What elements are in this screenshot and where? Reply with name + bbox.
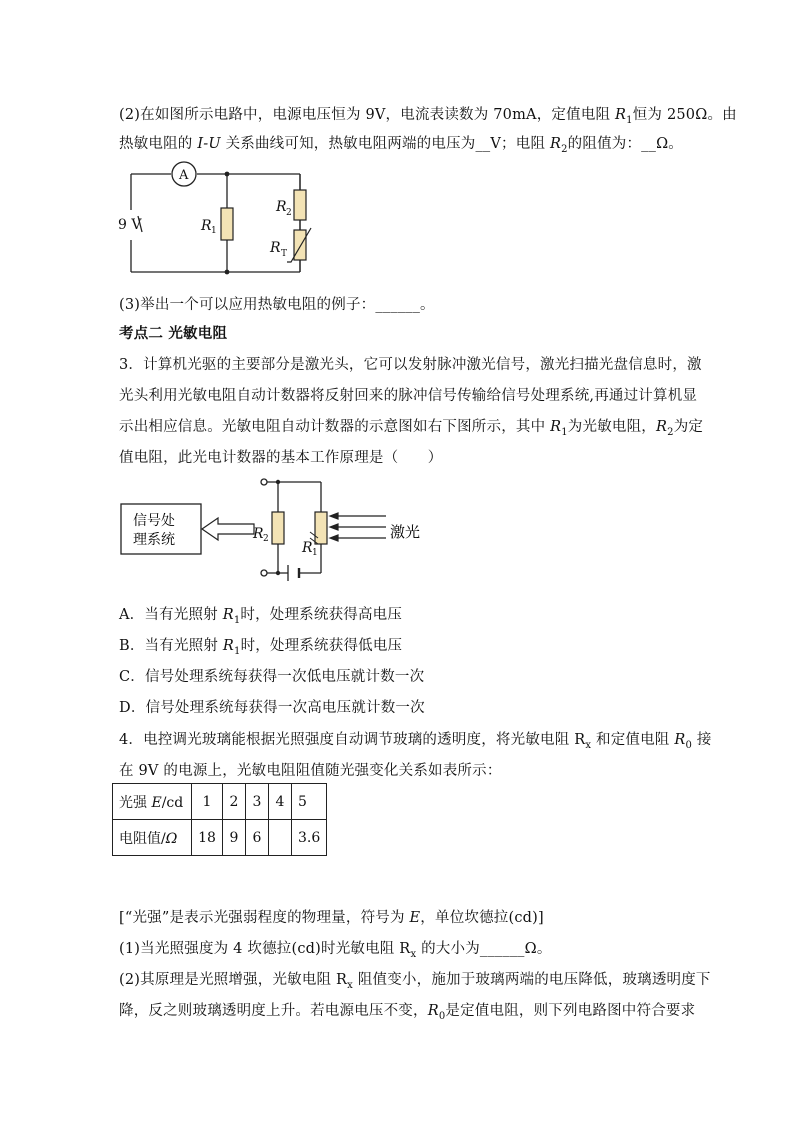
rt-label: R: [270, 240, 281, 256]
table-cell: 3.6: [292, 820, 327, 856]
r2-label: R: [253, 526, 264, 542]
q4-sub2-line1: (2)其原理是光照增强，光敏电阻 $R_x$ 阻值变小，施加于玻璃两端的电压降低，玻璃透明度下: [119, 972, 711, 991]
signal-box-line1: 信号处: [133, 513, 175, 529]
table-cell: 18: [192, 820, 223, 856]
r1-label-sub: 1: [211, 226, 217, 236]
q3-line3: 示出相应信息。光敏电阻自动计数器的示意图如右下图所示，其中 $R_1$为光敏电阻，$R_2$为定: [119, 419, 704, 438]
q4-line1: 4．电控调光玻璃能根据光照强度自动调节玻璃的透明度，将光敏电阻 $R_x$ 和定值电阻 $R_0$ 接: [119, 732, 712, 751]
voltage-blank[interactable]: __: [475, 136, 491, 152]
table-row: [113, 784, 327, 820]
r2-resistor: [272, 512, 284, 544]
photoresistor-circuit-diagram: [118, 474, 438, 586]
example-blank[interactable]: ______: [375, 297, 421, 313]
junction-dot: [276, 571, 280, 575]
laser-label: 激光: [390, 523, 421, 541]
q4-note: [“光强”是表示光强弱程度的物理量，符号为 E，单位坎德拉(cd)]: [119, 910, 544, 926]
r2-label-sub: 2: [263, 534, 269, 544]
q3-line1: 3．计算机光驱的主要部分是激光头，它可以发射脉冲激光信号，激光扫描光盘信息时，激: [119, 357, 702, 373]
table-cell: 2: [223, 784, 246, 820]
source-label: 9 V: [118, 217, 142, 233]
table-header-resistance: 电阻值/Ω: [113, 820, 192, 856]
table-cell: 3: [246, 784, 269, 820]
table-cell: 6: [246, 820, 269, 856]
r1-photoresistor: [315, 512, 327, 544]
rt-thermistor: [294, 230, 306, 260]
option-c[interactable]: C．信号处理系统每获得一次低电压就计数一次: [119, 669, 425, 685]
option-d[interactable]: D．信号处理系统每获得一次高电压就计数一次: [119, 700, 425, 716]
part2-line1: (2)在如图所示电路中，电源电压恒为 9V，电流表读数为 70mA，定值电阻 $R_1$恒为 250Ω。由: [119, 107, 737, 126]
table-cell: 9: [223, 820, 246, 856]
r1-label: R: [302, 540, 313, 556]
signal-box-line2: 理系统: [133, 532, 175, 548]
r1-label: R: [201, 218, 212, 234]
q3-line4: 值电阻，此光电计数器的基本工作原理是（ ）: [119, 450, 443, 466]
rx-answer-blank[interactable]: ______: [479, 941, 525, 957]
q4-line2: 在 9V 的电源上，光敏电阻阻值随光强变化关系如表所示：: [119, 763, 502, 779]
option-b[interactable]: B．当有光照射 $R_1$时，处理系统获得低电压: [119, 638, 403, 657]
table-cell: 5: [292, 784, 327, 820]
junction-dot: [276, 480, 280, 484]
table-cell: 1: [192, 784, 223, 820]
q4-sub1: (1)当光照强度为 4 坎德拉(cd)时光敏电阻 $R_x$ 的大小为______Ω。: [119, 941, 552, 960]
r2-label: R: [276, 199, 287, 215]
signal-arrow: [202, 518, 254, 540]
part2-line2: 热敏电阻的 I-U 关系曲线可知，热敏电阻两端的电压为__V；电阻 $R_2$的阻值为：__Ω。: [119, 136, 683, 155]
light-resistance-table: [112, 783, 327, 856]
rt-label-sub: T: [281, 249, 288, 259]
ammeter-node-dot: [225, 172, 230, 177]
junction-dot: [225, 270, 230, 275]
r1-label-sub: 1: [312, 548, 318, 558]
part3-line: (3)举出一个可以应用热敏电阻的例子：______。: [119, 297, 435, 313]
option-a[interactable]: A．当有光照射 $R_1$时，处理系统获得高电压: [119, 607, 403, 626]
r2-label-sub: 2: [286, 208, 292, 218]
resistance-blank[interactable]: __: [641, 136, 657, 152]
thermistor-circuit-diagram: [118, 160, 328, 280]
table-header-light: 光强 E/cd: [113, 784, 192, 820]
table-cell: 4: [269, 784, 292, 820]
section-title: 考点二 光敏电阻: [119, 325, 228, 342]
table-cell-empty[interactable]: [269, 820, 292, 856]
table-row: [113, 820, 327, 856]
ammeter-label: A: [179, 168, 189, 183]
q3-line2: 光头利用光敏电阻自动计数器将反射回来的脉冲信号传输给信号处理系统,再通过计算机显: [119, 388, 698, 404]
r2-resistor: [294, 190, 306, 220]
r1-resistor: [221, 208, 233, 240]
q4-sub2-line2: 降，反之则玻璃透明度上升。若电源电压不变，$R_0$是定值电阻，则下列电路图中符合要求: [119, 1003, 696, 1022]
